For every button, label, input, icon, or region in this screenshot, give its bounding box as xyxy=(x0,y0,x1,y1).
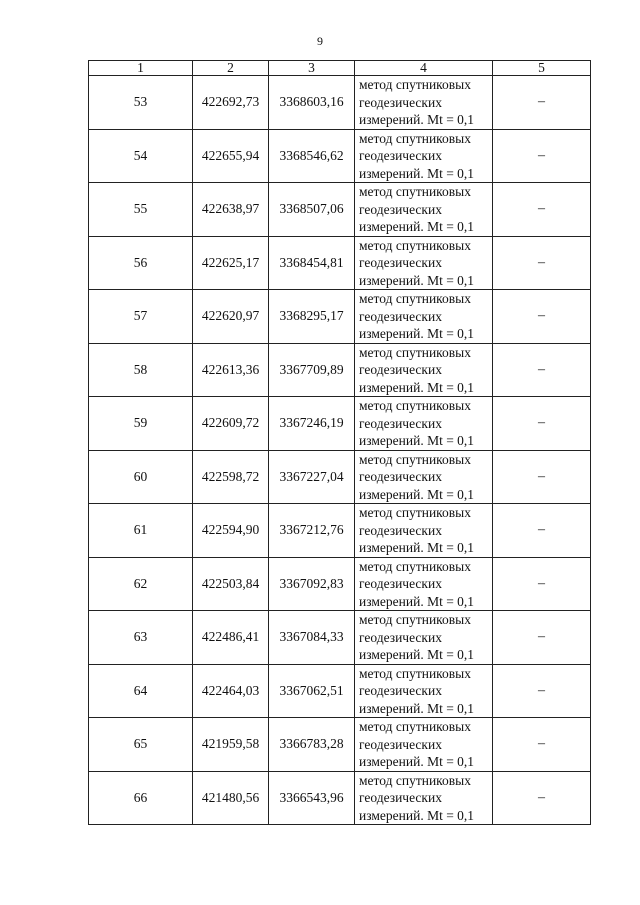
x-coordinate-cell: 422503,84 xyxy=(193,557,269,611)
page-number: 9 xyxy=(317,34,323,48)
table-row xyxy=(89,343,591,397)
y-coordinate-cell: 3367092,83 xyxy=(269,557,355,611)
note-cell: – xyxy=(493,343,591,397)
method-text-line: измерений. Mt = 0,1 xyxy=(359,379,475,395)
method-text-line: измерений. Mt = 0,1 xyxy=(359,807,475,823)
method-text-line: измерений. Mt = 0,1 xyxy=(359,754,475,769)
point-number-cell: 58 xyxy=(89,343,193,397)
method-cell xyxy=(355,76,493,130)
point-number-cell: 60 xyxy=(89,450,193,504)
coordinates-table xyxy=(88,60,591,825)
column-header-4: 4 xyxy=(355,61,493,76)
x-coordinate-cell: 422594,90 xyxy=(193,504,269,558)
method-text-line: геодезических xyxy=(359,790,442,805)
method-text-line: метод спутниковых xyxy=(359,398,471,413)
method-text-line: геодезических xyxy=(359,629,442,645)
y-coordinate-cell: 3368454,81 xyxy=(269,236,355,290)
note-cell: – xyxy=(493,557,591,611)
point-number-cell: 53 xyxy=(89,76,193,130)
column-header-2: 2 xyxy=(193,61,269,76)
method-text-line: геодезических xyxy=(359,683,442,698)
method-text-line: метод спутниковых xyxy=(359,130,471,146)
method-text-line: метод спутниковых xyxy=(359,772,471,788)
method-cell xyxy=(355,771,493,825)
x-coordinate-cell: 422464,03 xyxy=(193,664,269,718)
y-coordinate-cell: 3366543,96 xyxy=(269,771,355,825)
point-number-cell: 54 xyxy=(89,129,193,183)
point-number-cell: 57 xyxy=(89,290,193,344)
point-number-cell: 56 xyxy=(89,236,193,290)
method-text-line: метод спутниковых xyxy=(359,451,471,467)
point-number-cell: 59 xyxy=(89,397,193,451)
method-text-line: метод спутниковых xyxy=(359,344,471,360)
method-text-line: геодезических xyxy=(359,469,442,484)
note-cell: – xyxy=(493,183,591,237)
method-text-line: измерений. Mt = 0,1 xyxy=(359,219,475,234)
method-cell xyxy=(355,504,493,558)
method-cell xyxy=(355,664,493,718)
x-coordinate-cell: 422625,17 xyxy=(193,236,269,290)
method-text-line: измерений. Mt = 0,1 xyxy=(359,700,475,716)
method-text-line: измерений. Mt = 0,1 xyxy=(359,540,475,555)
y-coordinate-cell: 3368295,17 xyxy=(269,290,355,344)
method-cell xyxy=(355,290,493,344)
method-cell xyxy=(355,343,493,397)
note-cell: – xyxy=(493,450,591,504)
point-number-cell: 55 xyxy=(89,183,193,237)
table-row xyxy=(89,611,591,665)
method-cell xyxy=(355,718,493,772)
y-coordinate-cell: 3367246,19 xyxy=(269,397,355,451)
point-number-cell: 66 xyxy=(89,771,193,825)
method-text-line: геодезических xyxy=(359,362,442,377)
table-row xyxy=(89,397,591,451)
column-header-5: 5 xyxy=(493,61,591,76)
column-header-1: 1 xyxy=(89,61,193,76)
y-coordinate-cell: 3367227,04 xyxy=(269,450,355,504)
y-coordinate-cell: 3367709,89 xyxy=(269,343,355,397)
table-row xyxy=(89,718,591,772)
method-text-line: геодезических xyxy=(359,255,442,270)
method-text-line: метод спутниковых xyxy=(359,505,471,520)
y-coordinate-cell: 3367062,51 xyxy=(269,664,355,718)
method-text-line: геодезических xyxy=(359,148,442,163)
note-cell: – xyxy=(493,129,591,183)
method-cell xyxy=(355,183,493,237)
method-text-line: измерений. Mt = 0,1 xyxy=(359,486,475,502)
column-header-3: 3 xyxy=(269,61,355,76)
method-text-line: геодезических xyxy=(359,94,442,110)
x-coordinate-cell: 422486,41 xyxy=(193,611,269,665)
note-cell: – xyxy=(493,397,591,451)
table-row xyxy=(89,450,591,504)
method-text-line: метод спутниковых xyxy=(359,612,471,627)
x-coordinate-cell: 422609,72 xyxy=(193,397,269,451)
method-cell xyxy=(355,236,493,290)
method-text-line: геодезических xyxy=(359,576,442,591)
point-number-cell: 63 xyxy=(89,611,193,665)
point-number-cell: 65 xyxy=(89,718,193,772)
method-text-line: метод спутниковых xyxy=(359,558,471,574)
method-text-line: геодезических xyxy=(359,522,442,538)
method-text-line: измерений. Mt = 0,1 xyxy=(359,165,475,181)
x-coordinate-cell: 422638,97 xyxy=(193,183,269,237)
method-text-line: геодезических xyxy=(359,308,442,324)
table-row xyxy=(89,771,591,825)
y-coordinate-cell: 3367084,33 xyxy=(269,611,355,665)
x-coordinate-cell: 422620,97 xyxy=(193,290,269,344)
method-cell xyxy=(355,397,493,451)
point-number-cell: 64 xyxy=(89,664,193,718)
note-cell: – xyxy=(493,504,591,558)
y-coordinate-cell: 3367212,76 xyxy=(269,504,355,558)
method-cell xyxy=(355,611,493,665)
y-coordinate-cell: 3368603,16 xyxy=(269,76,355,130)
y-coordinate-cell: 3368546,62 xyxy=(269,129,355,183)
point-number-cell: 61 xyxy=(89,504,193,558)
method-cell xyxy=(355,557,493,611)
x-coordinate-cell: 421480,56 xyxy=(193,771,269,825)
note-cell: – xyxy=(493,290,591,344)
table-row xyxy=(89,557,591,611)
method-text-line: измерений. Mt = 0,1 xyxy=(359,272,475,288)
method-text-line: метод спутниковых xyxy=(359,184,471,199)
method-text-line: геодезических xyxy=(359,415,442,431)
y-coordinate-cell: 3368507,06 xyxy=(269,183,355,237)
table-body xyxy=(89,76,591,825)
x-coordinate-cell: 422655,94 xyxy=(193,129,269,183)
method-text-line: геодезических xyxy=(359,736,442,752)
table-row xyxy=(89,664,591,718)
x-coordinate-cell: 422692,73 xyxy=(193,76,269,130)
table-row xyxy=(89,504,591,558)
method-text-line: метод спутниковых xyxy=(359,719,471,734)
method-cell xyxy=(355,129,493,183)
method-cell xyxy=(355,450,493,504)
x-coordinate-cell: 422613,36 xyxy=(193,343,269,397)
x-coordinate-cell: 421959,58 xyxy=(193,718,269,772)
method-text-line: геодезических xyxy=(359,201,442,217)
method-text-line: измерений. Mt = 0,1 xyxy=(359,593,475,609)
method-text-line: метод спутниковых xyxy=(359,237,471,253)
note-cell: – xyxy=(493,664,591,718)
note-cell: – xyxy=(493,718,591,772)
method-text-line: измерений. Mt = 0,1 xyxy=(359,326,475,341)
method-text-line: метод спутниковых xyxy=(359,77,471,92)
method-text-line: измерений. Mt = 0,1 xyxy=(359,433,475,448)
table-row xyxy=(89,290,591,344)
note-cell: – xyxy=(493,236,591,290)
note-cell: – xyxy=(493,611,591,665)
method-text-line: измерений. Mt = 0,1 xyxy=(359,647,475,662)
table-row xyxy=(89,183,591,237)
note-cell: – xyxy=(493,76,591,130)
method-text-line: метод спутниковых xyxy=(359,665,471,681)
method-text-line: метод спутниковых xyxy=(359,291,471,306)
method-text-line: измерений. Mt = 0,1 xyxy=(359,112,475,127)
point-number-cell: 62 xyxy=(89,557,193,611)
x-coordinate-cell: 422598,72 xyxy=(193,450,269,504)
table-row xyxy=(89,129,591,183)
y-coordinate-cell: 3366783,28 xyxy=(269,718,355,772)
table-row xyxy=(89,76,591,130)
table-row xyxy=(89,236,591,290)
note-cell: – xyxy=(493,771,591,825)
table-header-row xyxy=(89,61,591,76)
